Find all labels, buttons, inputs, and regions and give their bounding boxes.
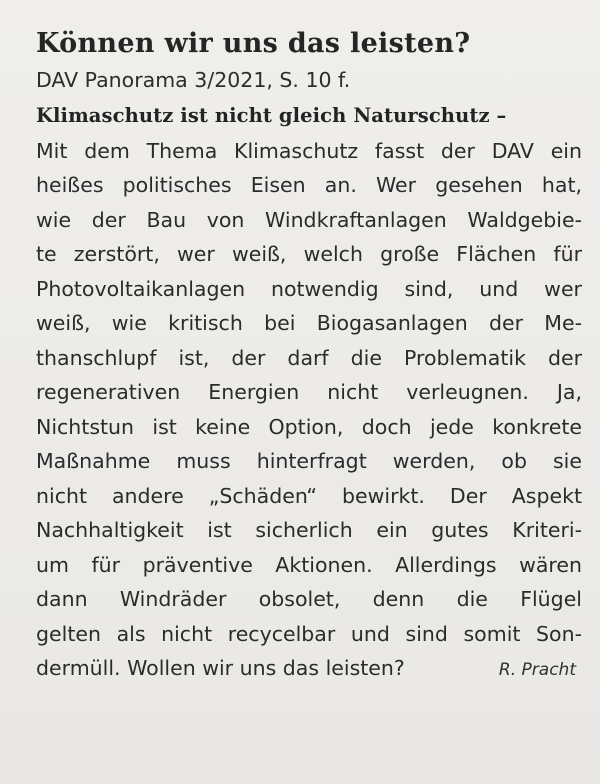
body-line: Nachhaltigkeit ist sicherlich ein gutes Kriteri- [36,518,582,542]
body-line: weiß, wie kritisch bei Biogasanlagen der Me- [36,311,582,335]
body-line: wie der Bau von Windkraftanlagen Waldgebie- [36,207,582,232]
body-line: nicht andere „Schäden“ bewirkt. Der Aspekt [36,483,582,508]
body-line: Maßnahme muss hinterfragt werden, ob sie [36,449,582,473]
body-line: te zerstört, wer weiß, welch große Flächen für [36,242,582,266]
body-line: gelten als nicht recycelbar und sind somit Son- [36,621,582,646]
body-line: Photovoltaikanlagen notwendig sind, und wer [36,276,582,301]
body-line: Mit dem Thema Klimaschutz fasst der DAV ein [36,138,582,163]
body-last-line [36,651,582,688]
last-line-text: dermüll. Wollen wir uns das leisten? [36,656,405,680]
article-body [36,98,582,688]
letter-article [36,24,582,688]
lead-line [36,98,582,134]
article-lead: Klimaschutz ist nicht gleich Naturschutz – [36,104,507,127]
body-line: Nichtstun ist keine Option, doch jede konkrete [36,414,582,439]
body-line: heißes politisches Eisen an. Wer gesehen hat, [36,173,582,197]
body-line: thanschlupf ist, der darf die Problematik der [36,345,582,370]
author-name: R. Pracht [498,660,576,680]
body-line: dann Windräder obsolet, denn die Flügel [36,587,582,611]
article-source-reference: DAV Panorama 3/2021, S. 10 f. [36,68,351,92]
body-line: um für präventive Aktionen. Allerdings wären [36,552,582,577]
article-title: Können wir uns das leisten? [36,28,471,59]
body-line: regenerativen Energien nicht verleugnen. Ja, [36,380,582,404]
